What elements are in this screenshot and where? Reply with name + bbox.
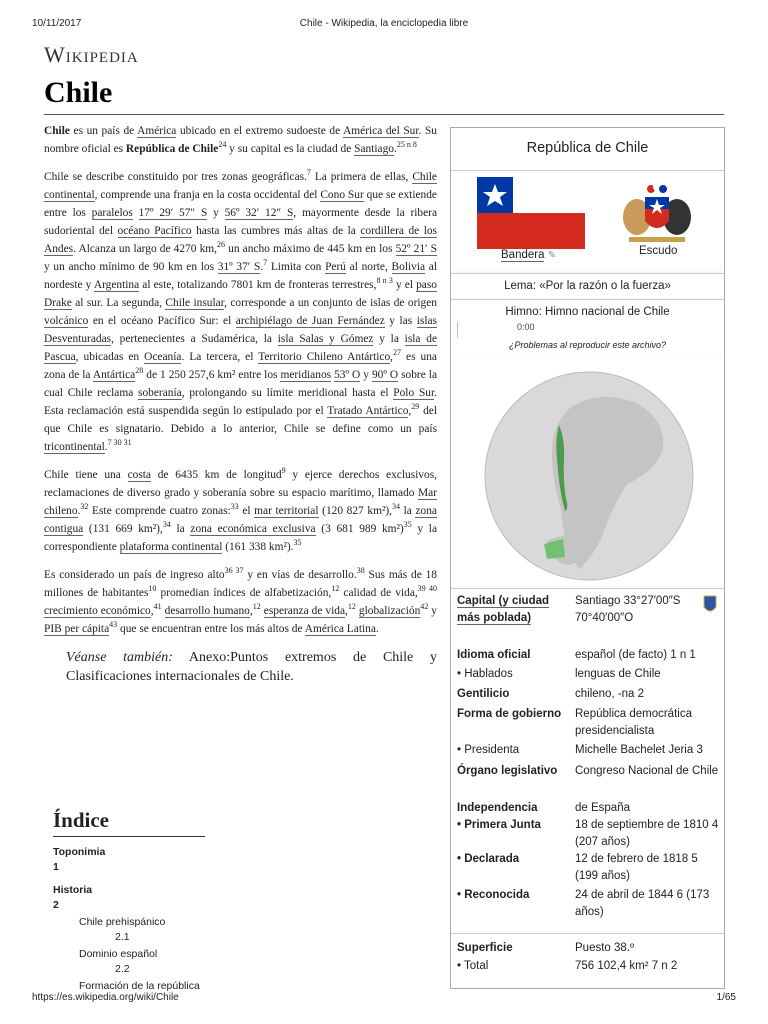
- see-also-label: Véanse también:: [66, 650, 173, 665]
- santiago-coat-icon[interactable]: [703, 595, 717, 615]
- wikipedia-logo[interactable]: Wikipedia: [44, 42, 139, 67]
- flag-of-chile[interactable]: [477, 177, 585, 249]
- audio-time: 0:00: [517, 322, 535, 332]
- page-number: 1/65: [716, 992, 736, 1003]
- toc-title: Índice: [53, 808, 205, 837]
- article-body: [44, 122, 437, 686]
- print-date: 10/11/2017: [32, 18, 82, 29]
- toc-item[interactable]: Dominio español 2.2: [79, 948, 158, 975]
- toc-item[interactable]: Chile prehispánico 2.1: [79, 916, 166, 943]
- map-cell: [451, 359, 724, 587]
- paragraph-2: Chile se describe constituido por tres zonas geográficas.$^7$ La primera de ellas, Chile continental, comprende una franja en la costa occidental del Cono Sur que se extiende entre los paralelos 17º 29′ 57″ S y 56º 32′ 12″ S, mayormente desde la ribera sudoriental del océano Pacífico hasta las cumbres más altas de la cordillera de los Andes. Alcanza un largo de 4270 km,$^{26}$ un ancho máximo de 445 km en los 52º 21′ S y un ancho mínimo de 90 km en los 31º 37′ S.$^7$ Limita con Perú al norte, Bolivia al nordeste y Argentina al este, totalizando 7801 km de fronteras terrestres,$^{8 n 3}$ y el paso Drake al sur. La segunda, Chile insular, corresponde a un conjunto de islas de origen volcánico en el océano Pacífico Sur: el archipiélago de Juan Fernández y las islas Desventuradas, pertenecientes a Sudamérica, la isla Salas y Gómez y la isla de Pascua, ubicadas en Oceanía. La tercera, el Territorio Chileno Antártico,$^{27}$ es una zona de la Antártica$^{28}$ de 1 250 257,6 km² entre los meridianos 53º O y 90º O sobre la cual Chile reclama soberanía, prolongando su límite meridional hasta el Polo Sur. Esta reclamación está suspendida según lo estipulado por el Tratado Antártico,$^{29}$ del que Chile es signatario. Debido a lo anterior, Chile se define como un país tricontinental.$^{7 30 31}$: [44, 168, 438, 453]
- audio-player[interactable]: [457, 322, 458, 338]
- toc-item[interactable]: Toponimia 1: [53, 846, 106, 873]
- title-rule: [44, 114, 724, 115]
- paragraph-3: Chile tiene una costa de 6435 km de longitud$^9$ y ejerce derechos exclusivos, reclamaciones de diverso grado y soberanía sobre su espacio marítimo, llamado Mar chileno.$^{32}$ Este comprende cuatro zonas:$^{33}$ el mar territorial (120 827 km²),$^{34}$ la zona contigua (131 669 km²),$^{34}$ la zona económica exclusiva (3 681 989 km²)$^{35}$ y la correspondiente plataforma continental (161 338 km²).$^{35}$: [44, 466, 437, 553]
- infobox: [450, 127, 725, 989]
- capital-label: Capital (y ciudad más poblada): [457, 595, 550, 624]
- audio-help-link[interactable]: ¿Problemas al reproducir este archivo?: [508, 340, 667, 350]
- toc-item[interactable]: Formación de la república: [79, 980, 200, 992]
- print-title: Chile - Wikipedia, la enciclopedia libre: [299, 18, 469, 29]
- coat-of-arms[interactable]: [617, 179, 697, 245]
- symbols-cell: [451, 171, 724, 271]
- motto: Lema: «Por la razón o la fuerza»: [451, 274, 724, 298]
- toc-item[interactable]: Historia 2: [53, 884, 93, 911]
- print-url: https://es.wikipedia.org/wiki/Chile: [32, 992, 179, 1003]
- paragraph-1: Chile es un país de América ubicado en el extremo sudoeste de América del Sur. Su nombre oficial es República de Chile$^{24}$ y su capital es la ciudad de Santiago.$^{25 n 8}$: [44, 125, 437, 155]
- data-rows: Capital (y ciudad más poblada) Santiago 33°27′00″S 70°40′00″O Idioma oficial español (de facto) 1 n 1 • Hablados lenguas de Chile Gentilicio chileno, -na 2 Forma de gobierno República democrática presidencialista • Presidenta Michelle Bachelet Jeria 3 Órgano legislativo Congreso Nacional de Chile Independencia de España • Primera Junta 18 de septiembre de 1810 4 (207 años) • Declarada 12 de febrero de 1818 5 (199 años) • Reconocida 24 de abril de 1844 6 (173 años) Superficie Puesto 38.º • Total 756 102,4 km² 7 n 2: [451, 589, 724, 989]
- orthographic-map[interactable]: [451, 359, 724, 587]
- flag-label[interactable]: Bandera ✎: [501, 249, 557, 261]
- see-also-text[interactable]: Anexo:Puntos extremos de Chile y Clasificaciones internacionales de Chile.: [66, 650, 437, 684]
- anthem-cell: [451, 300, 724, 358]
- capital-value[interactable]: Santiago 33°27′00″S 70°40′00″O: [575, 595, 681, 624]
- page-title: Chile: [44, 76, 113, 109]
- coat-label[interactable]: Escudo: [639, 245, 678, 257]
- anthem[interactable]: Himno: Himno nacional de Chile: [505, 306, 670, 318]
- see-also: [66, 648, 437, 686]
- table-of-contents: [53, 808, 205, 994]
- pencil-icon: ✎: [547, 250, 557, 261]
- infobox-caption: República de Chile: [451, 128, 724, 171]
- paragraph-4: Es considerado un país de ingreso alto$^{36 37}$ y en vías de desarrollo.$^{38}$ Sus más de 18 millones de habitantes$^{10}$ promedian índices de alfabetización,$^{12}$ calidad de vida,$^{39 40}$ crecimiento económico,$^{41}$ desarrollo humano,$^{12}$ esperanza de vida,$^{12}$ globalización$^{42}$ y PIB per cápita$^{43}$ que se encuentran entre los más altos de América Latina.: [44, 566, 437, 635]
